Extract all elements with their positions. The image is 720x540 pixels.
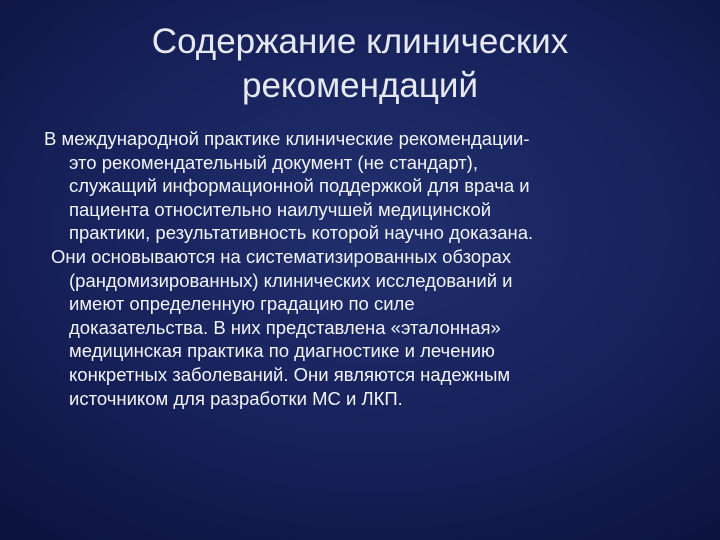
paragraph-line: служащий информационной поддержкой для врача и — [69, 175, 530, 197]
paragraph-line: источником для разработки МС и ЛКП. — [69, 387, 403, 409]
paragraph-line: имеют определенную градацию по силе — [69, 293, 415, 315]
slide-title — [40, 20, 680, 108]
paragraph-line: конкретных заболеваний. Они являются надежным — [69, 363, 511, 385]
paragraph-line: это рекомендательный документ (не стандарт), — [69, 151, 478, 173]
paragraph-line: медицинская практика по диагностике и лечению — [69, 340, 495, 362]
paragraph-line: доказательства. В них представлена «эталонная» — [69, 316, 501, 338]
slide-title-line: Содержание клинических — [151, 22, 569, 61]
paragraph-line: В международной практике клинические рекомендации- — [44, 128, 530, 149]
slide-title-line: рекомендаций — [242, 66, 478, 105]
slide-body — [44, 127, 710, 410]
paragraph-line: пациента относительно наилучшей медицинской — [69, 198, 492, 220]
paragraph-line: (рандомизированных) клинических исследований и — [69, 269, 513, 291]
paragraph-definition — [44, 127, 710, 245]
paragraph-line: Они основываются на систематизированных обзорах — [51, 245, 512, 267]
paragraph-line: практики, результативность которой научно доказана. — [69, 222, 534, 244]
paragraph-basis — [44, 245, 710, 410]
